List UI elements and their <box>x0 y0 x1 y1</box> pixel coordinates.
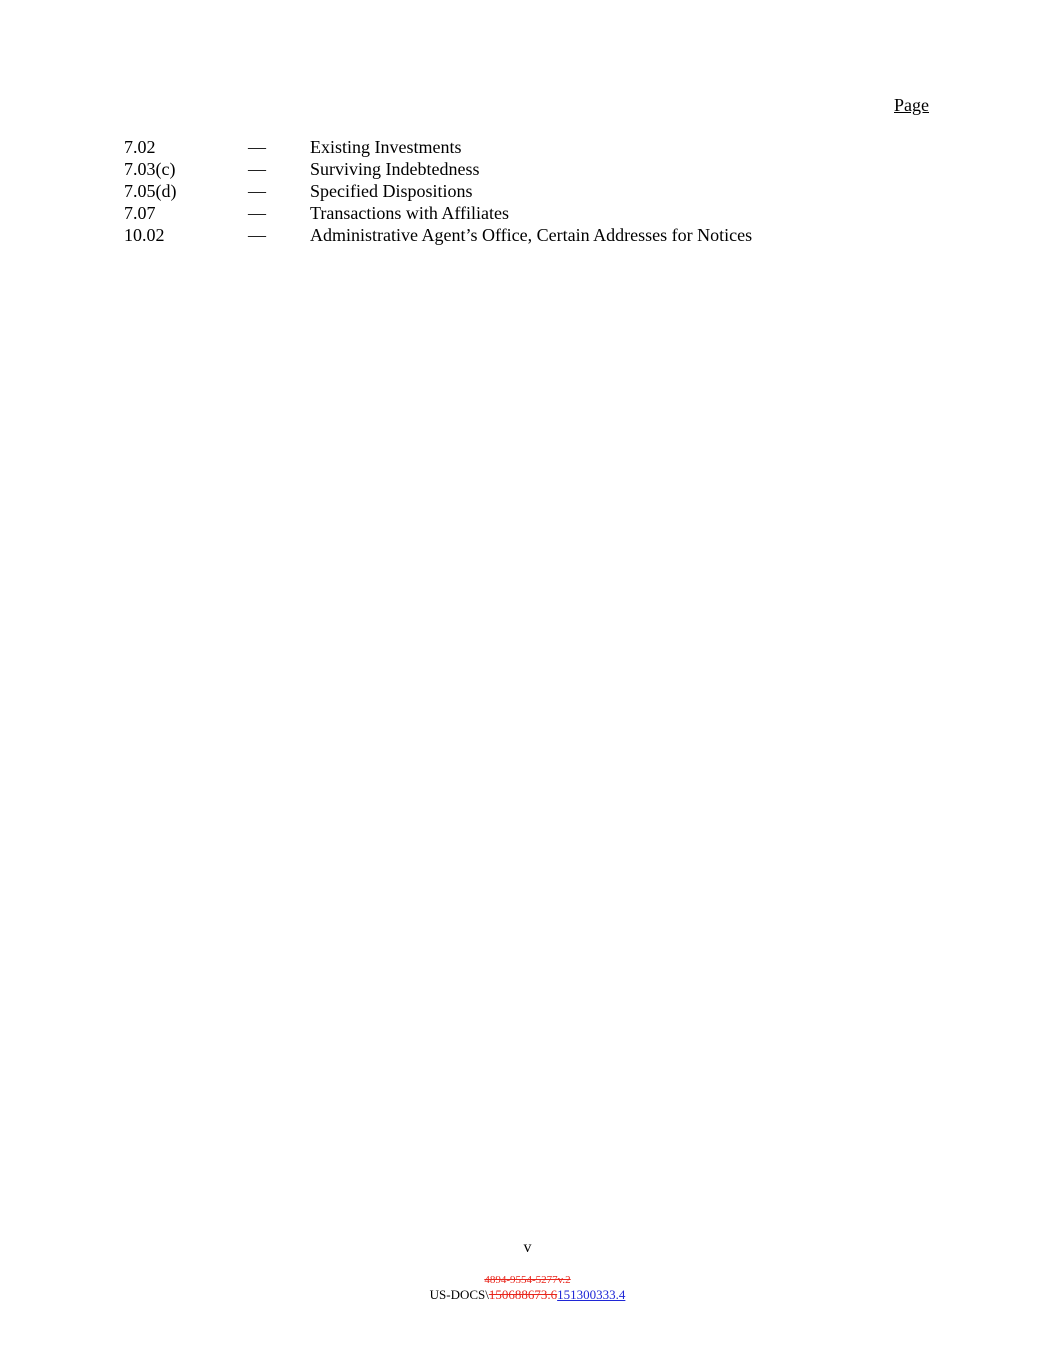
schedule-title: Specified Dispositions <box>310 181 473 201</box>
schedule-dash: — <box>248 181 266 201</box>
schedule-title: Administrative Agent’s Office, Certain Addresses for Notices <box>310 225 753 245</box>
schedule-number: 10.02 <box>124 225 165 245</box>
schedule-dash: — <box>248 159 266 179</box>
schedule-number: 7.02 <box>124 137 156 157</box>
document-id-line <box>0 1287 1055 1303</box>
schedule-number: 7.03(c) <box>124 159 176 179</box>
inserted-document-id: 151300333.4 <box>557 1287 626 1302</box>
schedule-number: 7.07 <box>124 203 156 223</box>
schedule-dash: — <box>248 137 266 157</box>
schedule-title: Existing Investments <box>310 137 462 157</box>
page-heading-label: Page <box>894 95 929 115</box>
schedule-number: 7.05(d) <box>124 181 177 201</box>
schedule-title: Transactions with Affiliates <box>310 203 509 223</box>
schedule-dash: — <box>248 225 266 245</box>
page-number: v <box>523 1239 532 1256</box>
document-id-prefix: US-DOCS\ <box>429 1287 489 1302</box>
schedule-list <box>124 136 924 246</box>
deleted-document-id: 150688673.6 <box>488 1287 558 1302</box>
schedule-title: Surviving Indebtedness <box>310 159 480 179</box>
schedule-row <box>124 224 924 246</box>
schedule-row <box>124 158 924 180</box>
schedule-row <box>124 202 924 224</box>
document-footer <box>0 1273 1055 1303</box>
schedule-row <box>124 136 924 158</box>
schedule-dash: — <box>248 203 266 223</box>
old-document-id: 4894-9554-5277v.2 <box>484 1274 571 1286</box>
schedule-row <box>124 180 924 202</box>
